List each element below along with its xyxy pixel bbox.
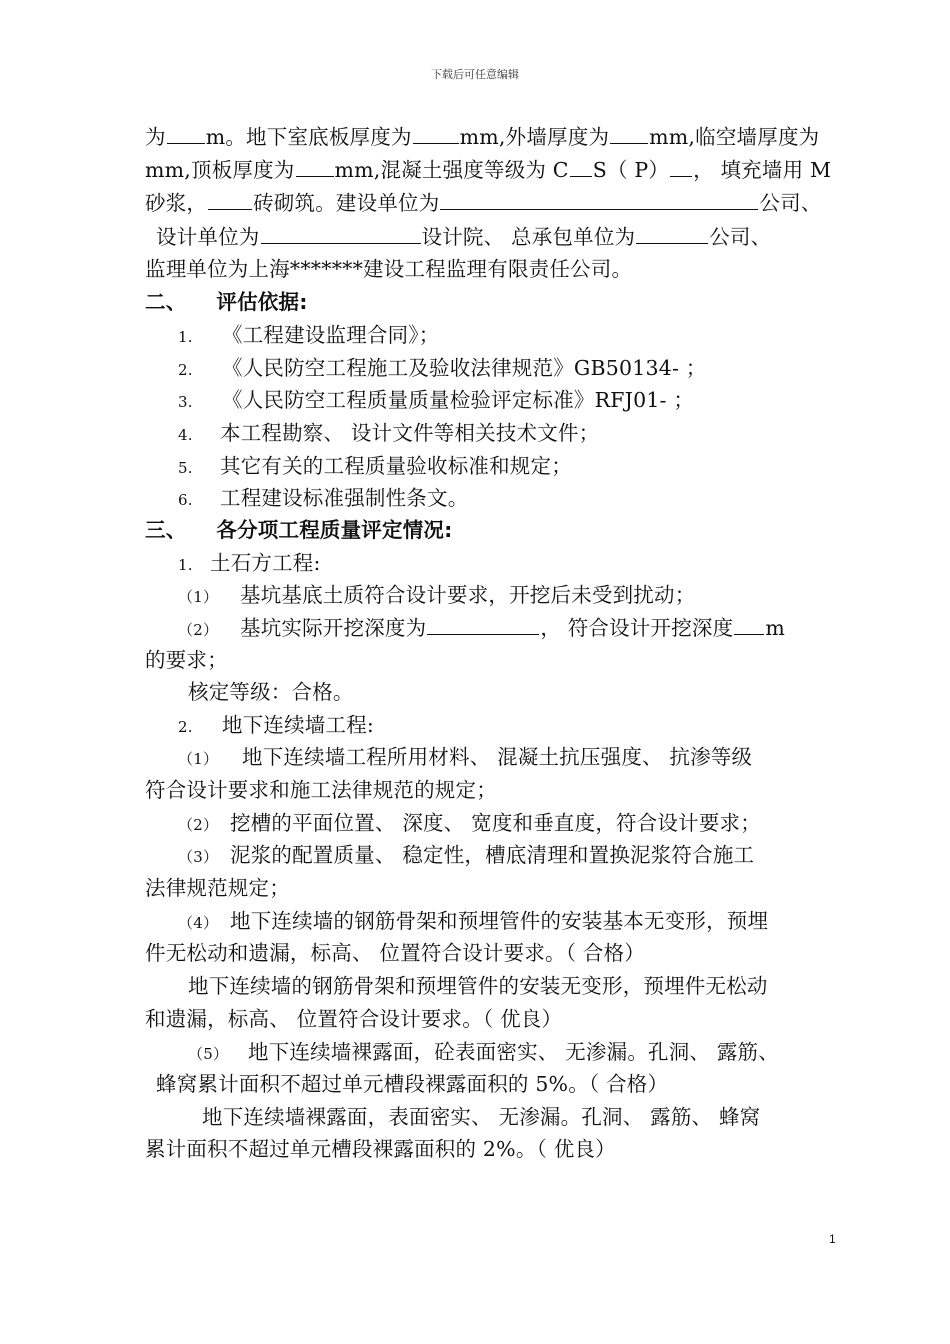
text: mm,顶板厚度为: [145, 158, 295, 182]
paragraph-line: 监理单位为上海*******建设工程监理有限责任公司。: [145, 257, 633, 281]
text: S（ P）: [592, 158, 670, 182]
fill-blank: [167, 123, 205, 144]
text: mm,混凝土强度等级为 C: [334, 158, 569, 182]
item-number: （2）: [178, 621, 219, 639]
paragraph-line: [145, 188, 822, 218]
grade-line: 核定等级：合格。: [188, 680, 354, 704]
paragraph-line: 累计面积不超过单元槽段裸露面积的 2%。（ 优良）: [145, 1137, 616, 1161]
list-text: 本工程勘察、 设计文件等相关技术文件；: [220, 421, 600, 445]
section-title: 评估依据:: [216, 290, 308, 314]
paragraph-line: 蜂窝累计面积不超过单元槽段裸露面积的 5%。（ 合格）: [156, 1072, 669, 1096]
text: 砂浆，: [145, 191, 208, 215]
fill-blank: [670, 156, 692, 177]
subsection-heading: [178, 710, 374, 740]
list-item: [178, 451, 572, 481]
list-number: 6.: [178, 491, 193, 509]
paragraph-line: [145, 122, 819, 152]
text: ， 符合设计开挖深度: [540, 616, 734, 640]
page-header: 下载后可任意编辑: [431, 68, 519, 81]
text: 砖砌筑。建设单位为: [253, 191, 440, 215]
subsection-heading: [178, 548, 321, 578]
list-number: 1.: [178, 556, 193, 574]
paragraph-line: [178, 840, 754, 870]
subsection-title: 地下连续墙工程:: [222, 713, 375, 737]
list-number: 4.: [178, 426, 193, 444]
text: 为: [145, 125, 166, 149]
list-number: 1.: [178, 328, 193, 346]
fill-blank: [413, 123, 459, 144]
paragraph-line: 件无松动和遗漏，标高、 位置符合设计要求。（ 合格）: [145, 941, 645, 965]
section-heading: [145, 515, 453, 545]
fill-blank: [610, 123, 648, 144]
paragraph-line: [178, 742, 752, 772]
text: 设计院、 总承包单位为: [421, 225, 636, 249]
text: 公司、: [759, 191, 822, 215]
text: 挖槽的平面位置、 深度、 宽度和垂直度，符合设计要求；: [230, 811, 761, 835]
fill-blank: [440, 189, 758, 210]
list-number: 2.: [178, 718, 193, 736]
section-number: 三、: [145, 518, 187, 542]
list-item: [178, 418, 599, 448]
fill-blank: [208, 189, 252, 210]
paragraph-line: 和遗漏，标高、 位置符合设计要求。（ 优良）: [145, 1007, 563, 1031]
text: 基坑基底土质符合设计要求，开挖后未受到扰动；: [240, 583, 696, 607]
paragraph-line: [178, 613, 785, 643]
item-number: （5）: [188, 1045, 229, 1063]
text: mm,临空墙厚度为: [649, 125, 820, 149]
item-number: （1）: [178, 588, 219, 606]
text: m。地下室底板厚度为: [205, 125, 412, 149]
list-text: 工程建设标准强制性条文。: [220, 486, 469, 510]
paragraph-line: [178, 906, 768, 936]
list-text: 《人民防空工程质量质量检验评定标准》RFJ01- ；: [222, 388, 695, 412]
section-title: 各分项工程质量评定情况:: [216, 518, 453, 542]
page-number: 1: [829, 1232, 836, 1246]
text: 地下连续墙工程所用材料、 混凝土抗压强度、 抗渗等级: [242, 745, 753, 769]
text: m: [765, 616, 785, 640]
paragraph-line: [178, 580, 695, 610]
paragraph-line: 法律规范规定；: [145, 876, 290, 900]
fill-blank: [296, 156, 334, 177]
paragraph-line: 地下连续墙的钢筋骨架和预埋管件的安装无变形，预埋件无松动: [188, 974, 768, 998]
text: 地下连续墙裸露面，砼表面密实、 无渗漏。孔洞、 露筋、: [248, 1040, 779, 1064]
item-number: （3）: [178, 848, 219, 866]
fill-blank: [570, 156, 592, 177]
paragraph-line: [145, 155, 831, 185]
section-heading: [145, 287, 308, 317]
text: 地下连续墙的钢筋骨架和预埋管件的安装基本无变形，预埋: [230, 909, 769, 933]
text: 基坑实际开挖深度为: [240, 616, 427, 640]
list-number: 5.: [178, 459, 193, 477]
list-item: [178, 385, 694, 415]
text: 公司、: [709, 225, 772, 249]
text: mm,外墙厚度为: [459, 125, 610, 149]
list-text: 《工程建设监理合同》；: [222, 323, 440, 347]
fill-blank: [427, 614, 539, 635]
list-number: 3.: [178, 393, 193, 411]
list-item: [178, 353, 707, 383]
paragraph-line: [156, 222, 771, 252]
text: 设计单位为: [156, 225, 260, 249]
item-number: （2）: [178, 816, 219, 834]
paragraph-line: [188, 1037, 779, 1067]
list-text: 《人民防空工程施工及验收法律规范》GB50134- ；: [222, 356, 707, 380]
list-item: [178, 483, 468, 513]
list-number: 2.: [178, 361, 193, 379]
subsection-title: 土石方工程:: [210, 551, 321, 575]
list-text: 其它有关的工程质量验收标准和规定；: [220, 454, 572, 478]
paragraph-line: 地下连续墙裸露面，表面密实、 无渗漏。孔洞、 露筋、 蜂窝: [202, 1105, 761, 1129]
fill-blank: [636, 223, 708, 244]
paragraph-line: 符合设计要求和施工法律规范的规定；: [145, 778, 497, 802]
fill-blank: [261, 223, 421, 244]
list-item: [178, 320, 439, 350]
item-number: （1）: [178, 750, 219, 768]
paragraph-line: [178, 808, 761, 838]
text: ， 填充墙用 M: [693, 158, 832, 182]
fill-blank: [734, 614, 764, 635]
text: 泥浆的配置质量、 稳定性，槽底清理和置换泥浆符合施工: [230, 843, 755, 867]
paragraph-line: 的要求；: [145, 648, 228, 672]
section-number: 二、: [145, 290, 187, 314]
item-number: （4）: [178, 914, 219, 932]
